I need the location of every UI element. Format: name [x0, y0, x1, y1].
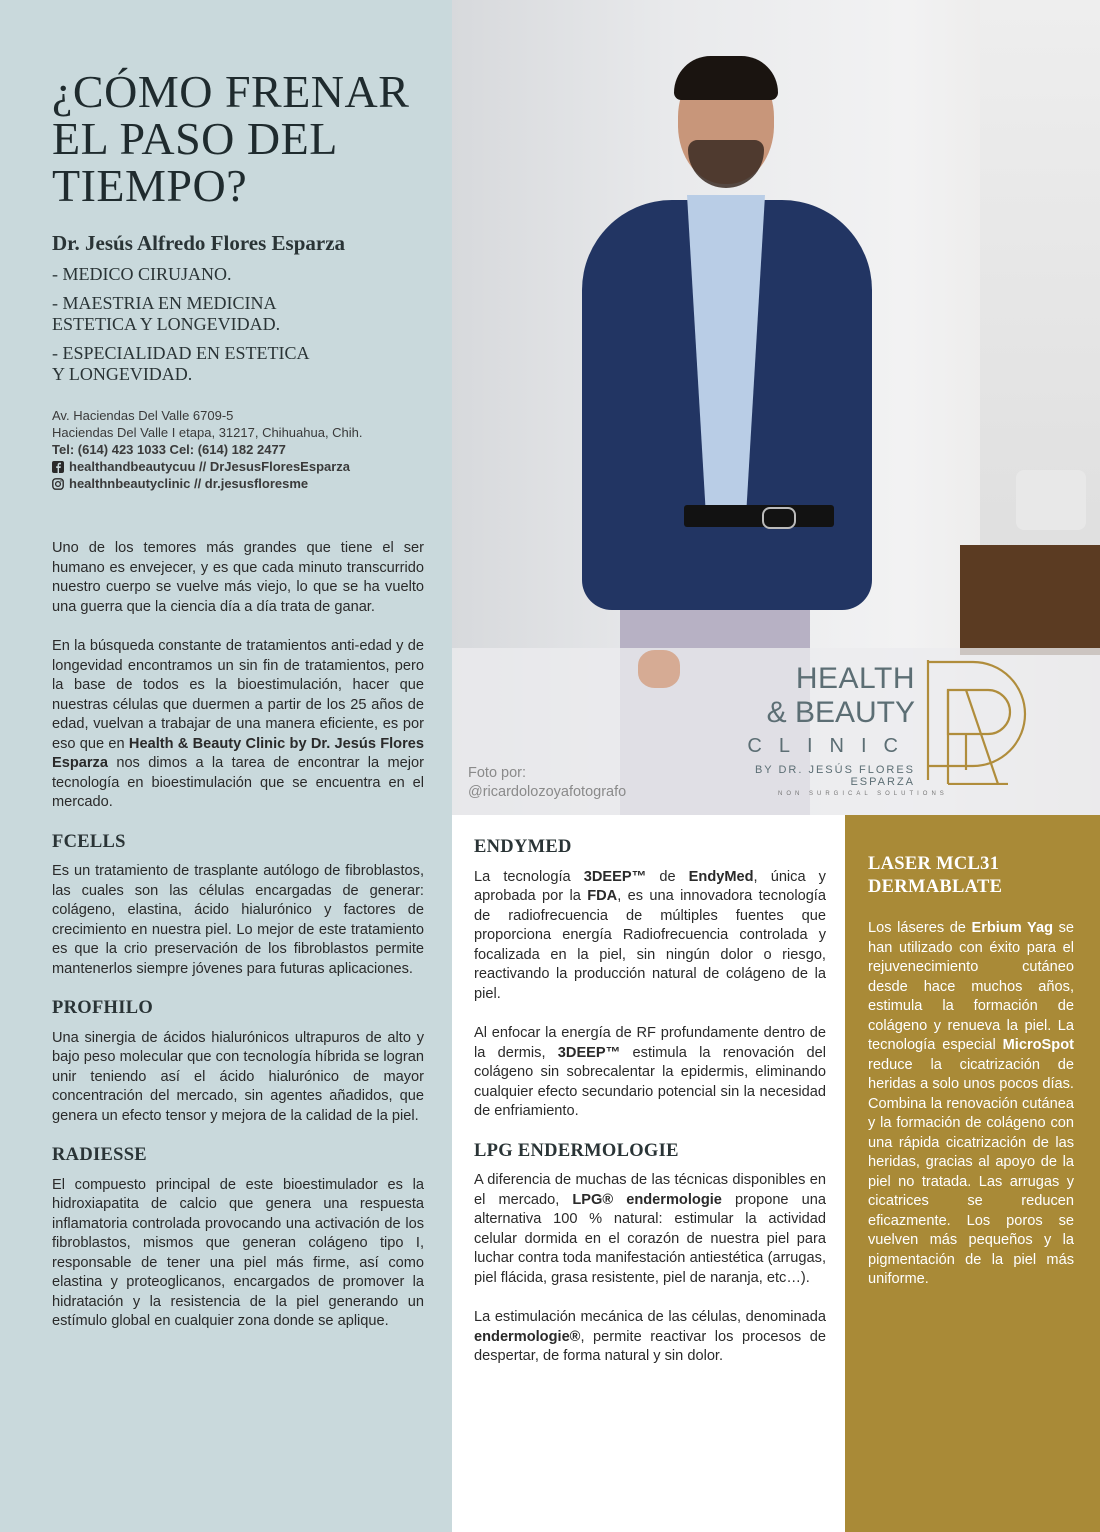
left-panel-content: [52, 68, 424, 492]
logo-text: & BEAUTY: [766, 696, 915, 729]
left-panel: [0, 0, 452, 1532]
text-run: , permite reactivar los procesos de despertar, de forma natural y sin dolor.: [474, 1328, 826, 1364]
heading-line: LASER MCL31: [868, 854, 1000, 874]
photo-figure-belt: [684, 505, 834, 527]
facebook-handle-text: healthandbeautycuu // DrJesusFloresEsparza: [69, 459, 351, 474]
photo-figure-hair: [674, 56, 778, 100]
text-bold: 3DEEP™: [583, 868, 647, 885]
clinic-name: Health & Beauty Clinic by Dr. Jesús Flores Esparza: [52, 735, 425, 771]
text-run: Los láseres de: [868, 920, 972, 936]
text-run: , es una innovadora tecnología de radiofrecuencia de múltiples fuentes que proporciona energía Radiofrecuencia controlada y focalizada en la piel, sin ningún dolor o riesgo, reactivando la producción natural de colágeno de la piel.: [474, 888, 826, 1002]
section-heading-endymed: ENDYMED: [474, 837, 572, 857]
text-bold: 3DEEP™: [557, 1044, 621, 1061]
text-run: se han utilizado con éxito para el rejuvenecimiento cutáneo desde hace muchos años, estimula la formación de colágeno y renueva la piel. La tecnología especial: [868, 920, 1074, 1053]
intro-paragraph: [52, 637, 424, 813]
text-run: A diferencia de muchas de las técnicas disponibles en el mercado,: [474, 1172, 826, 1208]
text-bold: endermologie®: [474, 1328, 581, 1345]
section-heading-lpg: LPG ENDERMOLOGIE: [474, 1140, 679, 1161]
photo-device: [1016, 470, 1086, 530]
contact-block: [52, 407, 424, 492]
instagram-handle[interactable]: [52, 475, 424, 492]
text-run: estimula la renovación del colágeno sin sobrecalentar la epidermis, eliminando cualquier efecto secundario potencial sin la necesidad de enfriamiento.: [474, 1044, 826, 1119]
logo-text: HEALTH: [795, 662, 915, 695]
instagram-icon: [52, 478, 64, 490]
text-run: Al enfocar la energía de RF profundamente dentro de la dermis,: [474, 1025, 826, 1061]
section-heading-profhilo: PROFHILO: [52, 998, 154, 1018]
text-bold: Erbium Yag: [971, 920, 1054, 936]
photo-credit-label: Foto por:: [468, 765, 527, 781]
instagram-handle-text: healthnbeautyclinic // dr.jesusfloresme: [69, 476, 309, 491]
radiesse-text: El compuesto principal de este bioestimulador es la hidroxiapatita de calcio que genera una respuesta inflamatoria controlada provocando una activación de los fibroblastos, mismos que generan colágeno tipo I, responsable de tener una piel más firme, así como elastina y proteoglicanos, encargados de promover la hidratación y la resistencia de la piel generando un estímulo global en cualquier zona donde se aplique.: [52, 1176, 424, 1329]
lpg-paragraph: [474, 1171, 826, 1288]
photo-figure-buckle: [762, 507, 796, 529]
text-bold: LPG® endermologie: [572, 1191, 722, 1208]
photo-cabinet: [960, 545, 1100, 655]
right-panel: [845, 815, 1100, 1532]
text-run: La estimulación mecánica de las células, denominada: [474, 1309, 826, 1325]
title-line: TIEMPO?: [52, 160, 248, 211]
address-line: Av. Haciendas Del Valle 6709-5: [52, 408, 234, 423]
logo-text: CLINIC: [747, 735, 915, 757]
text-bold: EndyMed: [688, 868, 754, 885]
credential-line: ESTETICA Y LONGEVIDAD.: [52, 314, 281, 334]
text-run: , única y aprobada por la: [474, 868, 826, 904]
text-run: En la búsqueda constante de tratamientos anti-edad y de longevidad encontramos un sin fin de tratamientos, pero la base de todos es la bioestimulación, hacer que nuestras células que duermen a partir de los 25 años de edad, vuelvan a trabajar de una manera eficiente, es por eso que en: [52, 638, 424, 752]
photo-figure-beard: [688, 140, 764, 188]
text-run: La tecnología: [474, 868, 584, 885]
text-run: propone una alternativa 100 % natural: estimular la actividad celular dormida en el corazón de nuestra piel para luchar contra toda manifestación antiestética (arrugas, piel flácida, grasa resistente, piel de naranja, etc…).: [474, 1191, 826, 1286]
title-line: EL PASO DEL: [52, 113, 338, 164]
heading-line: DERMABLATE: [868, 877, 1003, 897]
intro-paragraph: Uno de los temores más grandes que tiene el ser humano es envejecer, y es que cada minuto transcurrido nuestro cuerpo se vuelve más viejo, lo que se ha vuelto una guerra que la ciencia día a día trata de ganar.: [52, 540, 424, 615]
text-bold: MicroSpot: [1002, 1037, 1074, 1053]
section-heading-fcells: FCELLS: [52, 831, 126, 852]
profhilo-text: Una sinergia de ácidos hialurónicos ultrapuros de alto y bajo peso molecular que con tecnología híbrida se logran unir teniendo así el ácido hialurónico de mayor concentración del mercado, sin agentes añadidos, que genera un efecto tensor y mejora de la calidad de la piel.: [52, 1029, 424, 1124]
clinic-logo: [708, 660, 1100, 810]
section-heading-laser: [868, 853, 1074, 899]
credential: [52, 343, 424, 385]
text-bold: FDA: [587, 888, 618, 904]
photo-credit: [468, 764, 626, 802]
doctor-name: Dr. Jesús Alfredo Flores Esparza: [52, 231, 346, 255]
lpg-paragraph: [474, 1308, 826, 1367]
title-line: ¿CÓMO FRENAR: [52, 66, 410, 117]
doctor-photo: [452, 0, 1100, 815]
section-heading-radiesse: RADIESSE: [52, 1145, 147, 1165]
left-article: [52, 539, 424, 1352]
text-run: nos dimos a la tarea de encontrar la mejor tecnología en bioestimulación que se encuentra en el mercado.: [52, 755, 424, 810]
credential: - MEDICO CIRUJANO.: [52, 264, 232, 284]
credential-line: - MAESTRIA EN MEDICINA: [52, 293, 277, 313]
logo-subtitle: BY DR. JESÚS FLORES ESPARZA: [754, 764, 915, 788]
facebook-handle[interactable]: [52, 458, 424, 475]
logo-monogram-icon: [918, 660, 1038, 785]
credential-line: - ESPECIALIDAD EN ESTETICA: [52, 343, 310, 363]
credential: [52, 293, 424, 335]
logo-tagline: NON SURGICAL SOLUTIONS: [778, 791, 948, 797]
photo-credit-handle: @ricardolozoyafotografo: [468, 784, 627, 800]
middle-article: [474, 838, 826, 1387]
endymed-paragraph: [474, 1024, 826, 1122]
phone-line: Tel: (614) 423 1033 Cel: (614) 182 2477: [52, 442, 286, 457]
address-line: Haciendas Del Valle I etapa, 31217, Chihuahua, Chih.: [52, 425, 363, 440]
photo-figure-hand: [638, 650, 680, 688]
right-panel-content: [868, 853, 1074, 1310]
facebook-icon: [52, 461, 64, 473]
text-run: de: [646, 868, 689, 885]
credential-line: Y LONGEVIDAD.: [52, 364, 193, 384]
laser-text: [868, 919, 1074, 1290]
text-run: reduce la cicatrización de heridas a solo unos pocos días. Combina la renovación cutánea y la formación de colágeno con una rápida cicatrización de las heridas, gracias al apoyo de la piel no tratada. Las arrugas y cicatrices se reducen eficazmente. Los poros se vuelven más pequeños y la pigmentación de la piel más uniforme.: [868, 1056, 1074, 1287]
fcells-text: Es un tratamiento de trasplante autólogo de fibroblastos, las cuales son las células encargadas de generar: colágeno, elastina, ácido hialurónico y factores de crecimiento en nuestra piel. Lo mejor de este tratamiento es que la crio preservación de los fibroblastos permite mantenerlos siempre jóvenes para futuras aplicaciones.: [52, 863, 424, 977]
page-title: [52, 68, 424, 209]
endymed-paragraph: [474, 868, 826, 1005]
